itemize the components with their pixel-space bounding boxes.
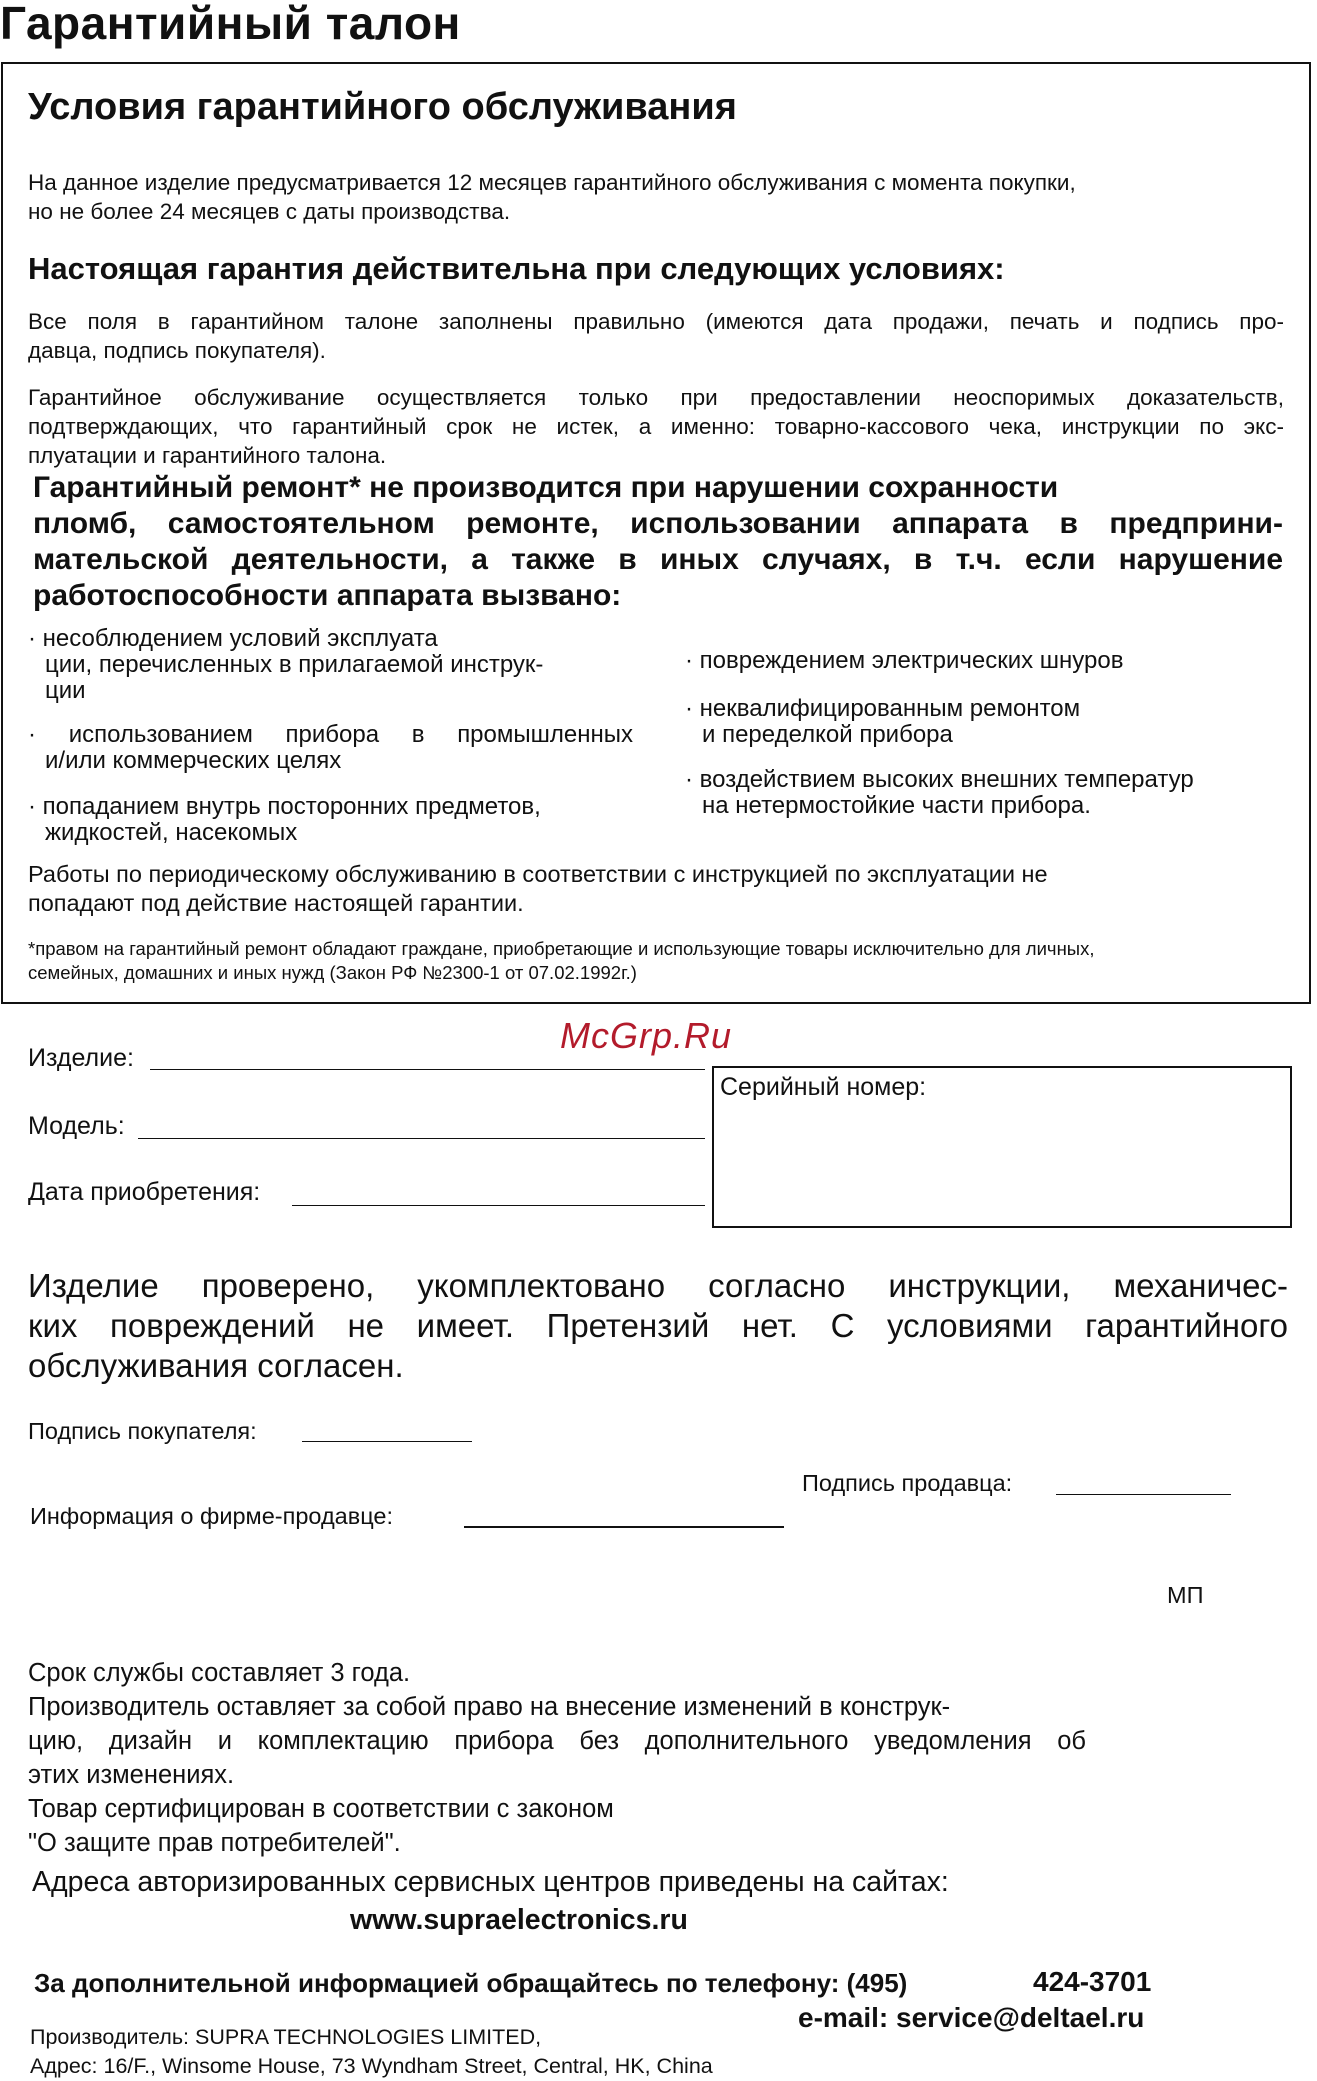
- text-line: Гарантийный ремонт* не производится при нарушении сохранности: [33, 471, 1059, 504]
- seller-info-label: Информация о фирме-продавце:: [30, 1503, 393, 1529]
- proof-paragraph: [28, 383, 1284, 470]
- list-item: · несоблюдением условий эксплуата ции, перечисленных в прилагаемой инструк- ции: [28, 626, 633, 704]
- text-line: Все поля в гарантийном талоне заполнены правильно (имеются дата продажи, печать и подпись про-: [28, 309, 1284, 334]
- text-line: *правом на гарантийный ремонт обладают граждане, приобретающие и использующие товары исключительно для личных,: [28, 938, 1095, 959]
- repair-exclusions-paragraph: [33, 470, 1283, 614]
- bullet-text: ции, перечисленных в прилагаемой инструк-: [45, 651, 544, 678]
- text-line: ких повреждений не имеет. Претензий нет. С условиями гарантийного: [28, 1307, 1288, 1344]
- list-item: · воздействием высоких внешних температур на нетермостойкие части прибора.: [685, 767, 1295, 819]
- text-line: Адрес: 16/F., Winsome House, 73 Wyndham Street, Central, HK, China: [30, 2054, 713, 2078]
- phone-text: За дополнительной информацией обращайтесь по телефону: (495): [34, 1968, 908, 1998]
- text-line: давца, подпись покупателя).: [28, 338, 326, 363]
- model-input-line[interactable]: [138, 1138, 705, 1139]
- model-field-label: Модель:: [28, 1112, 125, 1140]
- bullet-text: неквалифицированным ремонтом: [699, 695, 1081, 722]
- fields-paragraph: [28, 307, 1284, 365]
- bullet-text: несоблюдением условий эксплуата: [42, 625, 438, 652]
- website-link[interactable]: www.supraelectronics.ru: [350, 1904, 688, 1936]
- bullet-text: и переделкой прибора: [702, 721, 953, 748]
- text-line: мательской деятельности, а также в иных случаях, в т.ч. если нарушение: [33, 543, 1283, 576]
- intro-paragraph: [28, 168, 1268, 226]
- service-centers-text: Адреса авторизированных сервисных центров приведены на сайтах:: [32, 1866, 949, 1898]
- email-link[interactable]: e-mail: service@deltael.ru: [798, 2002, 1145, 2033]
- text-line: попадают под действие настоящей гарантии.: [28, 890, 524, 916]
- list-item: · неквалифицированным ремонтом и переделкой прибора: [685, 696, 1295, 748]
- text-line: этих изменениях.: [28, 1761, 235, 1789]
- text-line: но не более 24 месяцев с даты производства.: [28, 199, 511, 224]
- text-line: работоспособности аппарата вызвано:: [33, 579, 622, 612]
- stamp-label: МП: [1167, 1582, 1204, 1608]
- text-line: Гарантийное обслуживание осуществляется только при предоставлении неоспоримых доказательств,: [28, 385, 1284, 410]
- text-line: Товар сертифицирован в соответствии с законом: [28, 1795, 614, 1823]
- service-life-text: Срок службы составляет 3 года.: [28, 1659, 411, 1687]
- text-line: Производитель: SUPRA TECHNOLOGIES LIMITED,: [30, 2025, 542, 2049]
- product-field-label: Изделие:: [28, 1044, 134, 1072]
- text-line: Производитель оставляет за собой право на внесение изменений в конструк-: [28, 1693, 951, 1721]
- text-line: семейных, домашних и иных нужд (Закон РФ №2300-1 от 07.02.1992г.): [28, 962, 637, 983]
- bullet-text: попаданием внутрь посторонних предметов,: [42, 793, 541, 820]
- text-line: Работы по периодическому обслуживанию в соответствии с инструкцией по эксплуатации не: [28, 861, 1048, 887]
- bullet-text: ции: [45, 677, 86, 704]
- date-field-label: Дата приобретения:: [28, 1178, 261, 1206]
- date-input-line[interactable]: [292, 1205, 705, 1206]
- bullet-text: и/или коммерческих целях: [45, 747, 342, 774]
- bullet-text: жидкостей, насекомых: [45, 819, 298, 846]
- buyer-signature-line[interactable]: [302, 1441, 472, 1442]
- manufacturer-info: [30, 2023, 713, 2081]
- text-line: пломб, самостоятельном ремонте, использовании аппарата в предприни-: [33, 507, 1283, 540]
- seller-info-line[interactable]: [464, 1526, 784, 1528]
- changes-paragraph: [28, 1690, 1086, 1792]
- list-item: · использованием прибора в промышленных и/или коммерческих целях: [28, 721, 633, 774]
- bullet-text: воздействием высоких внешних температур: [699, 766, 1194, 793]
- serial-number-label: Серийный номер:: [720, 1073, 927, 1101]
- bullet-text: на нетермостойкие части прибора.: [702, 792, 1091, 819]
- bullet-text: повреждением электрических шнуров: [699, 647, 1124, 674]
- maintenance-paragraph: [28, 860, 1278, 918]
- text-line: плуатации и гарантийного талона.: [28, 443, 387, 468]
- list-item: · повреждением электрических шнуров: [685, 647, 1124, 674]
- text-line: На данное изделие предусматривается 12 месяцев гарантийного обслуживания с момента покупки,: [28, 170, 1076, 195]
- list-item: · попаданием внутрь посторонних предметов, жидкостей, насекомых: [28, 794, 633, 846]
- text-line: "О защите прав потребителей".: [28, 1829, 401, 1857]
- product-input-line[interactable]: [150, 1069, 705, 1070]
- phone-number[interactable]: 424-3701: [1033, 1966, 1152, 1997]
- acceptance-statement: [28, 1266, 1288, 1386]
- certification-paragraph: [28, 1792, 1128, 1860]
- conditions-heading: Условия гарантийного обслуживания: [28, 86, 737, 128]
- seller-signature-label: Подпись продавца:: [802, 1470, 1013, 1496]
- buyer-signature-label: Подпись покупателя:: [28, 1418, 257, 1444]
- page-title: Гарантийный талон: [0, 0, 461, 49]
- bullet-text: использованием прибора в промышленных: [68, 721, 633, 748]
- text-line: обслуживания согласен.: [28, 1347, 404, 1384]
- valid-conditions-heading: Настоящая гарантия действительна при следующих условиях:: [28, 251, 1005, 286]
- footnote: [28, 937, 1298, 985]
- seller-signature-line[interactable]: [1056, 1494, 1231, 1495]
- text-line: цию, дизайн и комплектацию прибора без дополнительного уведомления об: [28, 1727, 1086, 1755]
- watermark: McGrp.Ru: [560, 1015, 733, 1056]
- text-line: подтверждающих, что гарантийный срок не истек, а именно: товарно-кассового чека, инструкции по экс-: [28, 414, 1284, 439]
- text-line: Изделие проверено, укомплектовано согласно инструкции, механичес-: [28, 1267, 1288, 1304]
